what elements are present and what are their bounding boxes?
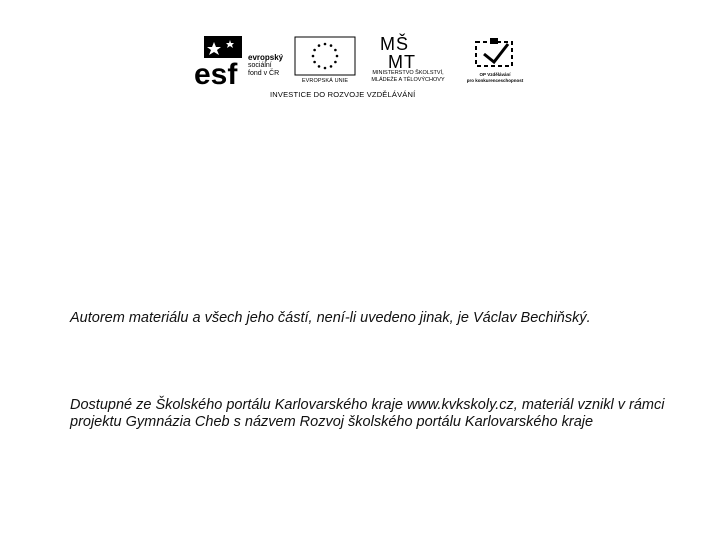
esf-line-3: fond v ČR — [248, 70, 280, 77]
svg-text:MT: MT — [388, 52, 416, 70]
author-text: Autorem materiálu a všech jeho částí, není-li uvedeno jinak, je Václav Bechiňský. — [70, 310, 591, 326]
tagline: INVESTICE DO ROZVOJE VZDĚLÁVÁNÍ — [270, 90, 416, 99]
esf-line-2: sociální — [248, 62, 272, 69]
msmt-emblem-icon — [378, 32, 438, 70]
msmt-line-1: MINISTERSTVO ŠKOLSTVÍ, — [372, 70, 444, 76]
logo-bar — [190, 30, 530, 106]
source-text: Dostupné ze Školského portálu Karlovarského kraje www.kvkskoly.cz, materiál vznikl v rámci projektu Gymnázia Cheb s názvem Rozvoj školského portálu Karlovarského kraje — [70, 397, 665, 430]
eu-flag-icon — [294, 36, 356, 76]
msmt-line-2: MLÁDEŽE A TĚLOVÝCHOVY — [371, 77, 445, 83]
op-line-1: OP Vzdělávání — [479, 72, 511, 77]
esf-logo — [192, 34, 288, 86]
esf-label — [248, 54, 283, 78]
msmt-label — [358, 70, 458, 84]
esf-line-1: evropský — [248, 53, 284, 62]
svg-text:esf: esf — [194, 58, 238, 86]
op-label — [460, 72, 530, 83]
eu-label: EVROPSKÁ UNIE — [301, 78, 349, 84]
op-logo — [460, 36, 530, 88]
op-emblem-icon — [470, 36, 520, 70]
msmt-logo — [358, 32, 458, 86]
esf-emblem-icon — [192, 34, 248, 86]
svg-text:MŠ: MŠ — [380, 34, 409, 54]
eu-logo — [294, 36, 356, 88]
op-line-2: pro konkurenceschopnost — [466, 77, 524, 83]
